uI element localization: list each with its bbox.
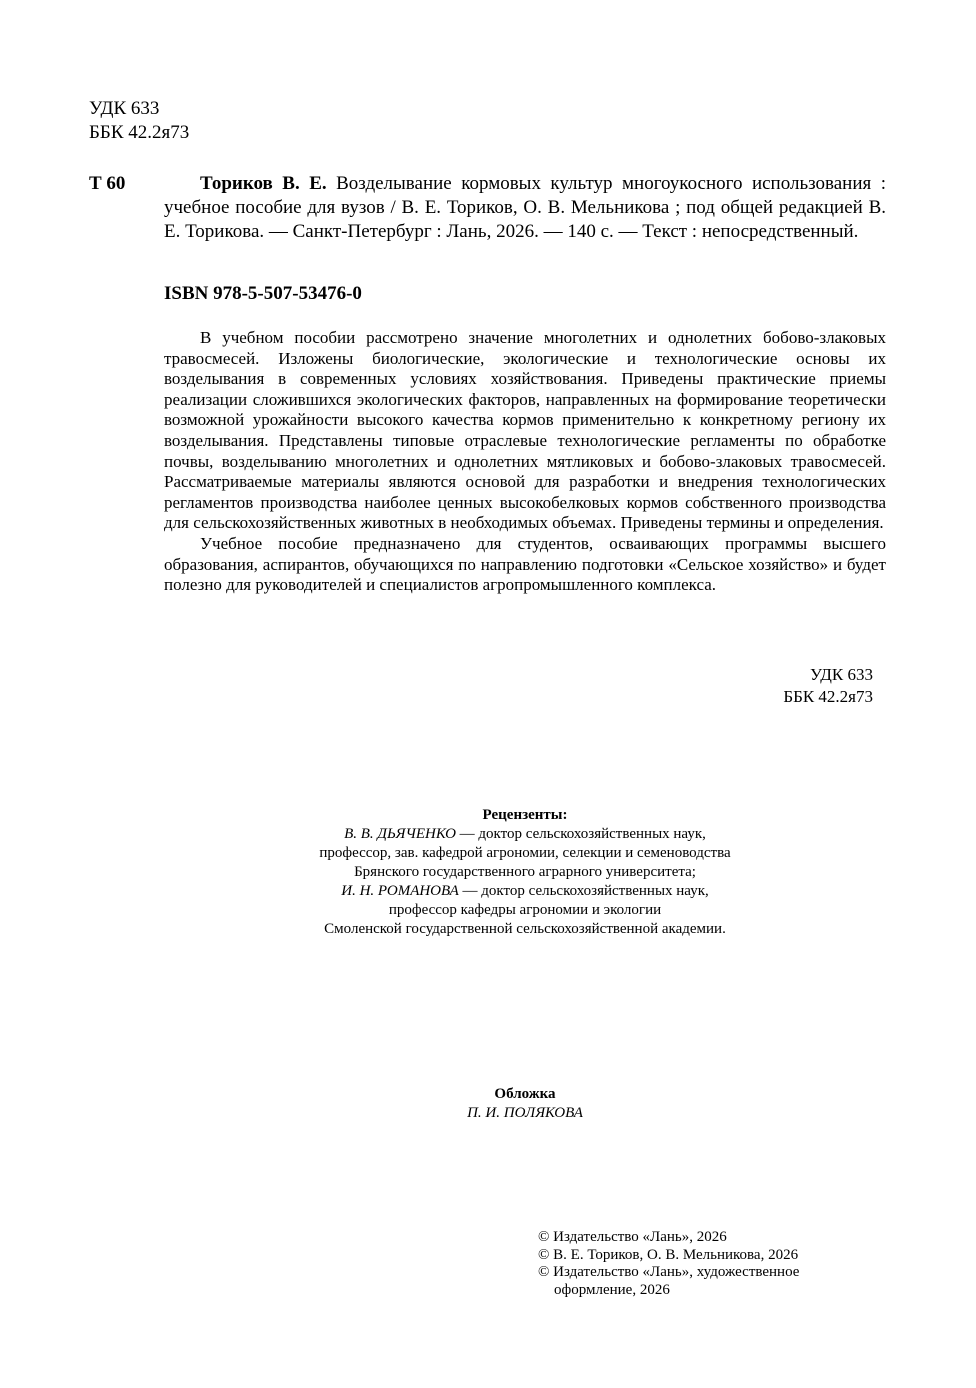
author-mark: Т 60 — [89, 173, 126, 194]
reviewer-1-degree: — доктор сельскохозяйственных наук, — [455, 826, 706, 842]
cover-credit — [300, 1085, 750, 1123]
isbn: ISBN 978-5-507-53476-0 — [164, 283, 362, 304]
reviewer-1-affiliation: Брянского государственного аграрного университета; — [354, 864, 696, 880]
reviewer-2-affiliation: Смоленской государственной сельскохозяйственной академии. — [324, 921, 726, 937]
reviewer-2 — [200, 882, 850, 901]
reviewer-1-name: В. В. ДЬЯЧЕНКО — [344, 826, 456, 842]
udk-code: УДК 633 — [809, 665, 873, 684]
classification-codes-top — [89, 97, 189, 145]
bbk-code: ББК 42.2я73 — [783, 687, 873, 706]
biblio-text: Возделывание кормовых культур многоукосного использования : учебное пособие для вузов / В. Е. Ториков, О. В. Мельникова ; под общей редакцией В. Е. Торикова. — Санкт-Петербург : Лань, 2026. — 140 с. — Текст : непосредственный. — [164, 173, 886, 242]
annotation — [164, 328, 886, 596]
cover-designer: П. И. ПОЛЯКОВА — [467, 1105, 583, 1121]
bibliographic-record — [164, 172, 886, 244]
reviewer-2-degree: — доктор сельскохозяйственных наук, — [458, 883, 709, 899]
copyright-line: © Издательство «Лань», 2026 — [538, 1229, 727, 1245]
copyright-line: © В. Е. Ториков, О. В. Мельникова, 2026 — [538, 1246, 799, 1263]
cover-heading: Обложка — [494, 1086, 556, 1102]
udk-code: УДК 633 — [89, 98, 160, 119]
copyright-block — [538, 1229, 868, 1299]
classification-codes-bottom — [740, 664, 873, 708]
reviewers-block — [200, 806, 850, 939]
copyright-line: © Издательство «Лань», художественное оформление, 2026 — [538, 1264, 800, 1298]
reviewer-1-position: профессор, зав. кафедрой агрономии, селекции и семеноводства — [319, 845, 731, 861]
reviewer-1 — [200, 825, 850, 844]
reviewers-heading: Рецензенты: — [482, 807, 568, 823]
reviewer-2-position: профессор кафедры агрономии и экологии — [388, 902, 662, 918]
annotation-paragraph-2: Учебное пособие предназначено для студентов, осваивающих программы высшего образования, аспирантов, обучающихся по направлению подготовки «Сельское хозяйство» и будет полезно для руководителей и специалистов агропромышленного комплекса. — [164, 533, 886, 595]
annotation-paragraph-1: В учебном пособии рассмотрено значение многолетних и однолетних бобово-злаковых травосмесей. Изложены биологические, экологические и технологические основы их возделывания в современных условиях хозяйствования. Приведены практические приемы реализации сложившихся экологических факторов, направленных на формирование теоретически возможной урожайности высокого качества кормов применительно к конкретному региону их возделывания. Представлены типовые отраслевые технологические регламенты по обработке почвы, возделыванию многолетних и однолетних мятликовых и бобово-злаковых травосмесей. Рассматриваемые материалы являются основой для разработки и внедрения технологических регламентов производства наиболее ценных высокобелковых кормов собственного производства для сельскохозяйственных животных в необходимых объемах. Приведены термины и определения. — [164, 328, 886, 533]
reviewer-2-name: И. Н. РОМАНОВА — [341, 883, 459, 899]
biblio-author: Ториков В. Е. — [200, 173, 327, 194]
bbk-code: ББК 42.2я73 — [89, 122, 190, 143]
